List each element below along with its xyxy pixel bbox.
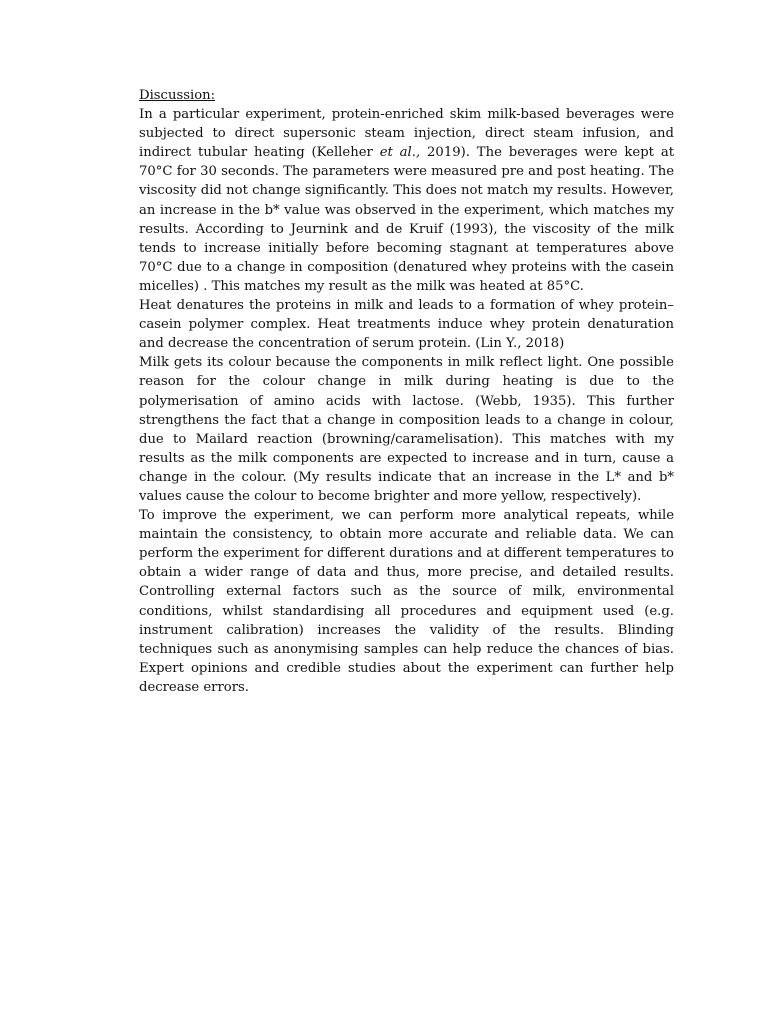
section-heading: Discussion: bbox=[139, 88, 216, 103]
paragraph-4: To improve the experiment, we can perform more analytical repeats, while maintain the consistency, to obtain more accurate and reliable data. We can perform the experiment for different durations and at different temperatures to obtain a wider range of data and thus, more precise, and detailed results. Controlling external factors such as the source of milk, environmental conditions, whilst standardising all procedures and equipment used (e.g. instrument calibration) increases the validity of the results. Blinding techniques such as anonymising samples can help reduce the chances of bias. Expert opinions and credible studies about the experiment can further help decrease errors. bbox=[139, 508, 674, 695]
document-page bbox=[139, 86, 674, 697]
paragraph-1-text-a: In a particular experiment, protein-enriched skim milk-based beverages were subjected to direct supersonic steam injection, direct steam infusion, and indirect tubular heating (Kelleher bbox=[139, 107, 674, 161]
paragraph-2: Heat denatures the proteins in milk and leads to a formation of whey protein–casein polymer complex. Heat treatments induce whey protein denaturation and decrease the concentration of serum protein. (Lin Y., 2018) bbox=[139, 298, 674, 352]
paragraph-3: Milk gets its colour because the components in milk reflect light. One possible reason for the colour change in milk during heating is due to the polymerisation of amino acids with lactose. (Webb, 1935). This further strengthens the fact that a change in composition leads to a change in colour, due to Mailard reaction (browning/caramelisation). This matches with my results as the milk components are expected to increase and in turn, cause a change in the colour. (My results indicate that an increase in the L* and b* values cause the colour to become brighter and more yellow, respectively). bbox=[139, 355, 674, 504]
paragraph-1 bbox=[139, 105, 674, 296]
paragraph-1-text-b: 2019). The beverages were kept at 70°C for 30 seconds. The parameters were measured pre and post heating. The viscosity did not change significantly. This does not match my results. However, an increase in the b* value was observed in the experiment, which matches my results. According to Jeurnink and de Kruif (1993), the viscosity of the milk tends to increase initially before becoming stagnant at temperatures above 70°C due to a change in composition (denatured whey proteins with the casein micelles) . This matches my result as the milk was heated at 85°C. bbox=[139, 145, 674, 294]
paragraph-1-italic: et al., bbox=[379, 145, 421, 161]
